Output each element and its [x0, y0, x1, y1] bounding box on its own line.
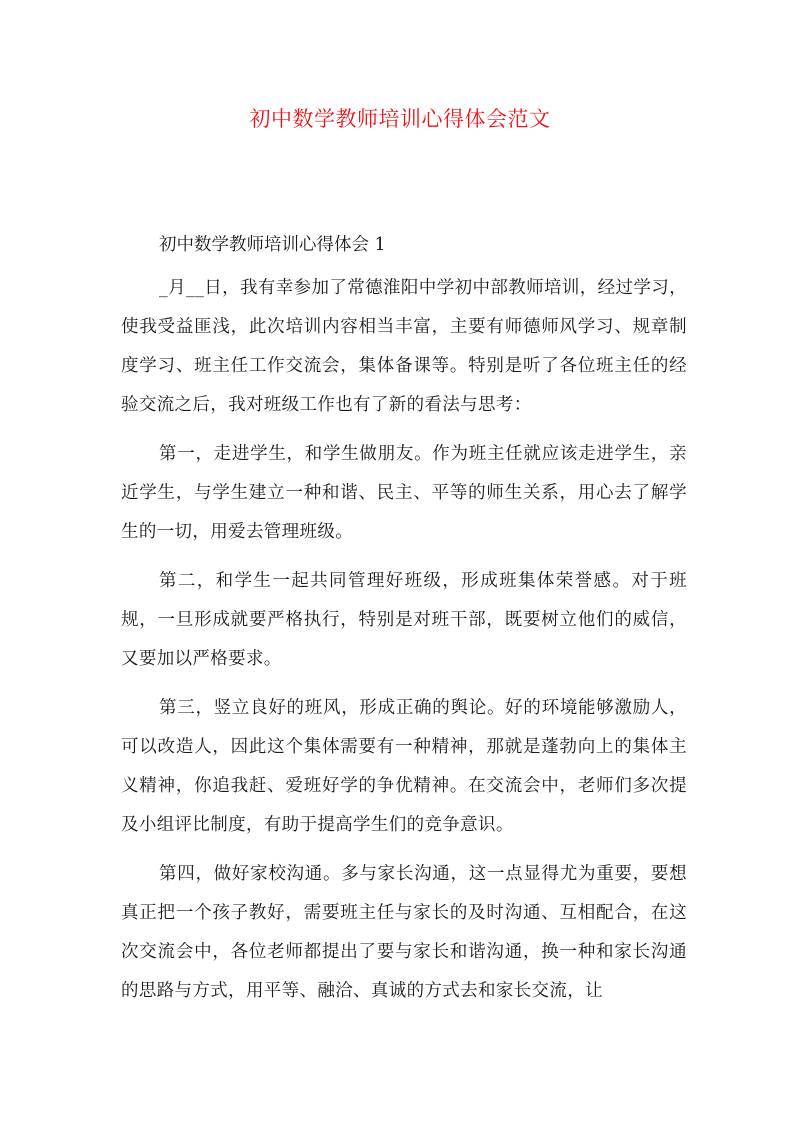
paragraph-fourth-point: 第四，做好家校沟通。多与家长沟通，这一点显得尤为重要，要想真正把一个孩子教好，需要班主任与家长的及时沟通、互相配合，在这次交流会中，各位老师都提出了要与家长和谐沟通，换一种和家长沟通的思路与方式，用平等、融洽、真诚的方式去和家长交流，让 [121, 864, 687, 1001]
paragraph-intro: _月__日，我有幸参加了常德淮阳中学初中部教师培训，经过学习，使我受益匪浅，此次培训内容相当丰富，主要有师德师风学习、规章制度学习、班主任工作交流会，集体备课等。特别是听了各位班主任的经验交流之后，我对班级工作也有了新的看法与思考： [121, 278, 687, 415]
paragraph-second-point: 第二，和学生一起共同管理好班级，形成班集体荣誉感。对于班规，一旦形成就要严格执行，特别是对班干部，既要树立他们的威信，又要加以严格要求。 [121, 571, 687, 669]
paragraph-first-point: 第一，走进学生，和学生做朋友。作为班主任就应该走进学生，亲近学生，与学生建立一种和谐、民主、平等的师生关系，用心去了解学生的一切，用爱去管理班级。 [121, 444, 687, 542]
document-title: 初中数学教师培训心得体会范文 [249, 107, 551, 131]
document-body [121, 231, 687, 1021]
paragraph-third-point: 第三，竖立良好的班风，形成正确的舆论。好的环境能够激励人，可以改造人，因此这个集体需要有一种精神，那就是蓬勃向上的集体主义精神，你追我赶、爱班好学的争优精神。在交流会中，老师们多次提及小组评比制度，有助于提高学生们的竞争意识。 [121, 698, 687, 835]
section-heading: 初中数学教师培训心得体会 1 [159, 235, 386, 255]
